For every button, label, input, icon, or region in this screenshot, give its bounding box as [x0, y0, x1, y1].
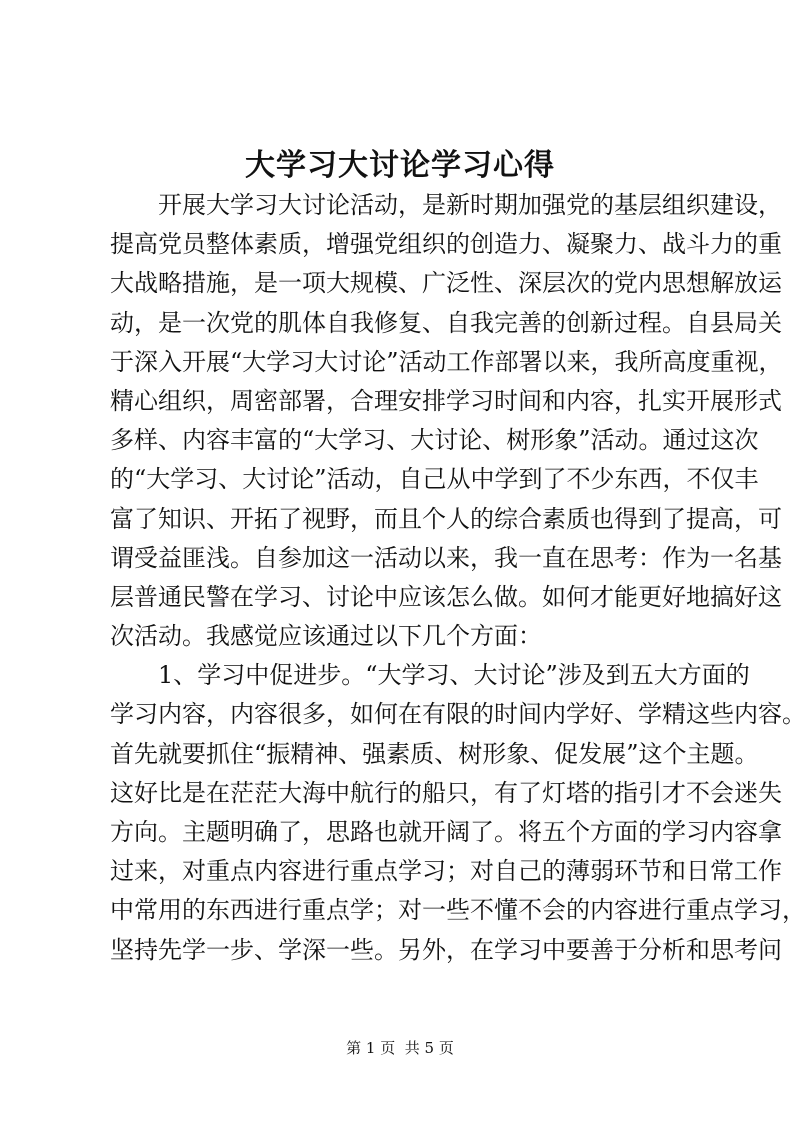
text-line: 层普通民警在学习、讨论中应该怎么做。如何才能更好地搞好这 [110, 582, 782, 611]
text-line: 的“大学习、大讨论”活动，自己从中学到了不少东西，不仅丰 [110, 465, 759, 494]
document-title: 大学习大讨论学习心得 [245, 148, 555, 183]
page-number-label: 第 1 页 共 5 页 [346, 1039, 454, 1057]
text-line: 多样、内容丰富的“大学习、大讨论、树形象”活动。通过这次 [110, 426, 759, 455]
text-line: 坚持先学一步、学深一些。另外，在学习中要善于分析和思考问 [110, 935, 782, 964]
text-line: 1、学习中促进步。“大学习、大讨论”涉及到五大方面的 [158, 661, 750, 690]
text-line: 富了知识、开拓了视野，而且个人的综合素质也得到了提高，可 [110, 504, 782, 533]
text-line: 谓受益匪浅。自参加这一活动以来，我一直在思考：作为一名基 [110, 543, 782, 572]
text-line: 方向。主题明确了，思路也就开阔了。将五个方面的学习内容拿 [110, 818, 782, 846]
text-line: 大战略措施，是一项大规模、广泛性、深层次的党内思想解放运 [110, 269, 782, 298]
text-line: 过来，对重点内容进行重点学习；对自己的薄弱环节和日常工作 [110, 857, 782, 886]
text-line: 中常用的东西进行重点学；对一些不懂不会的内容进行重点学习， [110, 896, 806, 925]
text-line: 首先就要抓住“振精神、强素质、树形象、促发展”这个主题。 [110, 739, 759, 768]
text-line: 提高党员整体素质，增强党组织的创造力、凝聚力、战斗力的重 [110, 230, 782, 259]
document-body [110, 186, 806, 970]
text-line: 次活动。我感觉应该通过以下几个方面： [110, 622, 542, 651]
text-line: 开展大学习大讨论活动，是新时期加强党的基层组织建设， [158, 191, 782, 219]
text-line: 这好比是在茫茫大海中航行的船只，有了灯塔的指引才不会迷失 [110, 778, 782, 807]
text-line: 学习内容，内容很多，如何在有限的时间内学好、学精这些内容。 [110, 700, 806, 729]
text-line: 动，是一次党的肌体自我修复、自我完善的创新过程。自县局关 [110, 308, 782, 337]
text-line: 于深入开展“大学习大讨论”活动工作部署以来，我所高度重视， [110, 347, 783, 376]
paragraph [110, 186, 783, 656]
text-line: 精心组织，周密部署，合理安排学习时间和内容，扎实开展形式 [110, 386, 782, 415]
paragraph [110, 656, 806, 970]
page-footer [0, 1037, 800, 1058]
